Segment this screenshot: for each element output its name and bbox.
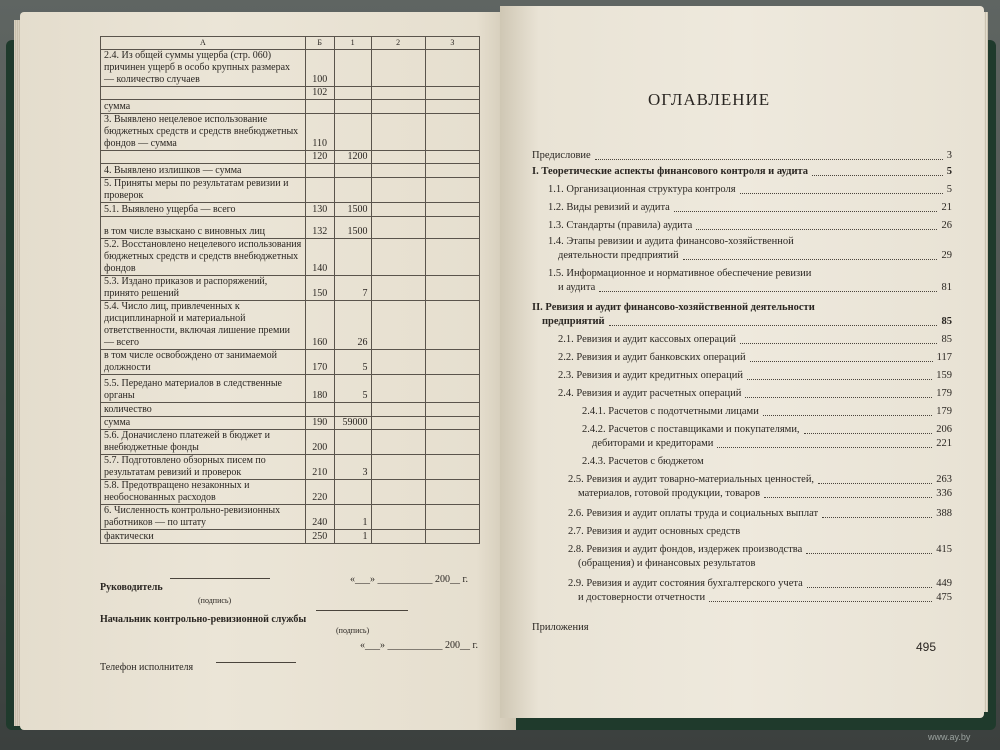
toc-dot-leader bbox=[763, 415, 932, 416]
phone-label: Телефон исполнителя bbox=[100, 662, 194, 673]
table-row bbox=[101, 239, 480, 276]
toc-entry-label: 2.4.1. Расчетов с подотчетными лицами bbox=[582, 406, 759, 417]
toc-entry-label: 2.4.3. Расчетов с бюджетом bbox=[582, 456, 704, 467]
col-header-b: Б bbox=[305, 37, 334, 50]
row-value-col3 bbox=[425, 480, 479, 505]
watermark: www.ay.by bbox=[928, 732, 971, 742]
toc-dot-leader bbox=[750, 361, 933, 362]
toc-dot-leader bbox=[807, 587, 932, 588]
row-value-col2 bbox=[371, 530, 425, 544]
toc-entry-label: и достоверности отчетности bbox=[578, 592, 706, 603]
toc-entry bbox=[532, 544, 952, 558]
row-value-col3 bbox=[425, 203, 479, 217]
table-row bbox=[101, 430, 480, 455]
row-code-cell: 110 bbox=[305, 114, 334, 151]
toc-entry bbox=[532, 150, 952, 164]
row-value-col1: 1 bbox=[334, 505, 371, 530]
toc-entry-label: 2.7. Ревизия и аудит основных средств bbox=[568, 526, 741, 537]
toc-entry-page: 5 bbox=[946, 166, 952, 177]
row-value-col1: 1500 bbox=[334, 217, 371, 239]
toc-entry bbox=[532, 166, 952, 180]
kru-head-label: Начальник контрольно-ревизионной службы bbox=[100, 614, 307, 625]
toc-entry bbox=[532, 202, 952, 216]
toc-dot-leader bbox=[747, 379, 932, 380]
row-value-col3 bbox=[425, 417, 479, 430]
toc-entry-label: 1.4. Этапы ревизии и аудита финансово-хозяйственной bbox=[548, 236, 794, 247]
row-value-col1 bbox=[334, 114, 371, 151]
row-code-cell: 210 bbox=[305, 455, 334, 480]
table-row bbox=[101, 375, 480, 403]
row-code-cell: 200 bbox=[305, 430, 334, 455]
row-code-cell: 132 bbox=[305, 217, 334, 239]
toc-dot-leader bbox=[683, 259, 937, 260]
toc-entry bbox=[532, 352, 952, 366]
page-number: 495 bbox=[916, 640, 937, 654]
toc-entry-page: 85 bbox=[941, 334, 952, 345]
row-label-cell: 5.5. Передано материалов в следственные органы bbox=[101, 375, 306, 403]
table-row bbox=[101, 100, 480, 114]
row-value-col2 bbox=[371, 276, 425, 301]
row-value-col2 bbox=[371, 50, 425, 87]
table-row bbox=[101, 301, 480, 350]
col-header-1: 1 bbox=[334, 37, 371, 50]
toc-dot-leader bbox=[709, 601, 932, 602]
toc-entry-page: 3 bbox=[946, 150, 952, 161]
toc-entry bbox=[532, 316, 952, 330]
toc-entry-page: 221 bbox=[936, 438, 952, 449]
toc-dot-leader bbox=[696, 229, 937, 230]
toc-entry-label: предприятий bbox=[542, 316, 605, 327]
toc-dot-leader bbox=[599, 291, 937, 292]
toc-dot-leader bbox=[745, 397, 932, 398]
row-value-col2 bbox=[371, 301, 425, 350]
head-signature-caption: (подпись) bbox=[198, 596, 232, 605]
toc-entry-page: 26 bbox=[941, 220, 952, 231]
row-label-cell: 5. Приняты меры по результатам ревизии и проверок bbox=[101, 178, 306, 203]
row-value-col1: 26 bbox=[334, 301, 371, 350]
toc-entry bbox=[532, 526, 952, 540]
row-code-cell bbox=[305, 164, 334, 178]
row-label-cell: фактически bbox=[101, 530, 306, 544]
toc-dot-leader bbox=[812, 175, 943, 176]
table-row bbox=[101, 276, 480, 301]
row-value-col2 bbox=[371, 480, 425, 505]
head-label: Руководитель bbox=[100, 582, 163, 593]
row-value-col2 bbox=[371, 151, 425, 164]
row-code-cell: 170 bbox=[305, 350, 334, 375]
row-value-col1 bbox=[334, 87, 371, 100]
table-header-row bbox=[101, 37, 480, 50]
toc-entry-page: 388 bbox=[936, 508, 952, 519]
toc-entry bbox=[532, 334, 952, 348]
row-label-cell: 5.8. Предотвращено незаконных и необоснованных расходов bbox=[101, 480, 306, 505]
row-value-col3 bbox=[425, 239, 479, 276]
row-value-col3 bbox=[425, 217, 479, 239]
toc-entry-label: 1.1. Организационная структура контроля bbox=[548, 184, 736, 195]
toc-entry bbox=[532, 578, 952, 592]
row-value-col2 bbox=[371, 350, 425, 375]
toc-dot-leader bbox=[822, 517, 932, 518]
table-row bbox=[101, 203, 480, 217]
table-row bbox=[101, 50, 480, 87]
row-value-col3 bbox=[425, 455, 479, 480]
col-header-a: А bbox=[101, 37, 306, 50]
row-label-cell: в том числе освобождено от занимаемой должности bbox=[101, 350, 306, 375]
row-value-col3 bbox=[425, 375, 479, 403]
toc-entry-label: 1.2. Виды ревизий и аудита bbox=[548, 202, 670, 213]
row-value-col3 bbox=[425, 430, 479, 455]
row-value-col2 bbox=[371, 403, 425, 417]
row-code-cell: 102 bbox=[305, 87, 334, 100]
toc-entry-page: 206 bbox=[936, 424, 952, 435]
toc-entry-page: 117 bbox=[936, 352, 952, 363]
toc-entry bbox=[532, 370, 952, 384]
toc-dot-leader bbox=[595, 159, 943, 160]
toc-entry bbox=[532, 282, 952, 296]
toc-entry-label: 2.2. Ревизия и аудит банковских операций bbox=[558, 352, 746, 363]
toc-entry bbox=[532, 592, 952, 606]
toc-entry bbox=[532, 220, 952, 234]
row-code-cell: 120 bbox=[305, 151, 334, 164]
row-value-col1: 1500 bbox=[334, 203, 371, 217]
toc-entry-label: 2.6. Ревизия и аудит оплаты труда и социальных выплат bbox=[568, 508, 819, 519]
toc-dot-leader bbox=[609, 325, 937, 326]
toc-entry bbox=[532, 236, 952, 250]
toc-entry-label: Предисловие bbox=[532, 150, 591, 161]
row-value-col2 bbox=[371, 239, 425, 276]
toc-dot-leader bbox=[764, 497, 932, 498]
row-label-cell: 5.4. Число лиц, привлеченных к дисциплинарной и материальной ответственности, включая лишение премии — всего bbox=[101, 301, 306, 350]
row-value-col2 bbox=[371, 455, 425, 480]
toc-entry-page: 449 bbox=[936, 578, 952, 589]
row-code-cell: 100 bbox=[305, 50, 334, 87]
toc-entry-label: дебиторами и кредиторами bbox=[592, 438, 714, 449]
table-row bbox=[101, 455, 480, 480]
kru-date: «___» ___________ 200__ г. bbox=[360, 640, 478, 651]
toc-entry bbox=[532, 406, 952, 420]
row-code-cell: 140 bbox=[305, 239, 334, 276]
row-code-cell: 160 bbox=[305, 301, 334, 350]
row-label-cell: 5.3. Издано приказов и распоряжений, принято решений bbox=[101, 276, 306, 301]
toc-entry-page: 85 bbox=[941, 316, 952, 327]
toc-entry bbox=[532, 424, 952, 438]
row-code-cell: 220 bbox=[305, 480, 334, 505]
toc-entry-page: 263 bbox=[936, 474, 952, 485]
toc-entry-label: 2.1. Ревизия и аудит кассовых операций bbox=[558, 334, 737, 345]
toc-entry-label: 1.3. Стандарты (правила) аудита bbox=[548, 220, 693, 231]
toc-entry bbox=[532, 488, 952, 502]
col-header-3: 3 bbox=[425, 37, 479, 50]
toc-entry-label: 2.8. Ревизия и аудит фондов, издержек производства bbox=[568, 544, 803, 555]
toc-entry bbox=[532, 456, 952, 470]
toc-entry-label: 2.3. Ревизия и аудит кредитных операций bbox=[558, 370, 743, 381]
row-value-col3 bbox=[425, 151, 479, 164]
toc-entry bbox=[532, 438, 952, 452]
table-row bbox=[101, 530, 480, 544]
row-label-cell: 6. Численность контрольно-ревизионных работников — по штату bbox=[101, 505, 306, 530]
table-row bbox=[101, 178, 480, 203]
toc-entry-page: 179 bbox=[936, 406, 952, 417]
toc-entry-page: 21 bbox=[941, 202, 952, 213]
row-label-cell: 5.1. Выявлено ущерба — всего bbox=[101, 203, 306, 217]
row-code-cell: 180 bbox=[305, 375, 334, 403]
toc-entry bbox=[532, 388, 952, 402]
toc-dot-leader bbox=[818, 483, 932, 484]
row-label-cell: 5.6. Доначислено платежей в бюджет и внебюджетные фонды bbox=[101, 430, 306, 455]
row-code-cell bbox=[305, 403, 334, 417]
table-row bbox=[101, 417, 480, 430]
row-code-cell: 150 bbox=[305, 276, 334, 301]
toc-entry-page: 29 bbox=[941, 250, 952, 261]
row-value-col2 bbox=[371, 164, 425, 178]
row-value-col2 bbox=[371, 505, 425, 530]
toc-entry-label: 1.5. Информационное и нормативное обеспечение ревизии bbox=[548, 268, 812, 279]
row-value-col2 bbox=[371, 375, 425, 403]
row-value-col1 bbox=[334, 178, 371, 203]
row-value-col1 bbox=[334, 164, 371, 178]
row-value-col3 bbox=[425, 403, 479, 417]
row-value-col3 bbox=[425, 505, 479, 530]
toc-entry-page: 415 bbox=[936, 544, 952, 555]
table-row bbox=[101, 87, 480, 100]
row-value-col1 bbox=[334, 403, 371, 417]
kru-signature-line bbox=[316, 610, 408, 611]
toc-entry-page: 336 bbox=[936, 488, 952, 499]
toc-entry-page: 81 bbox=[941, 282, 952, 293]
row-code-cell: 240 bbox=[305, 505, 334, 530]
table-row bbox=[101, 480, 480, 505]
toc-entry bbox=[532, 622, 952, 636]
row-value-col3 bbox=[425, 164, 479, 178]
toc-entry bbox=[532, 558, 952, 572]
toc-entry bbox=[532, 302, 952, 316]
toc-entry-page: 5 bbox=[946, 184, 952, 195]
row-label-cell: 5.7. Подготовлено обзорных писем по результатам ревизий и проверок bbox=[101, 455, 306, 480]
table-row bbox=[101, 151, 480, 164]
row-value-col2 bbox=[371, 178, 425, 203]
row-value-col1: 3 bbox=[334, 455, 371, 480]
toc-entry bbox=[532, 250, 952, 264]
phone-line bbox=[216, 662, 296, 663]
row-value-col2 bbox=[371, 100, 425, 114]
toc-entry-label: материалов, готовой продукции, товаров bbox=[578, 488, 761, 499]
row-value-col3 bbox=[425, 301, 479, 350]
report-form-table bbox=[100, 36, 480, 544]
row-label-cell: 5.2. Восстановлено нецелевого использования бюджетных средств и средств внебюджетных фондов bbox=[101, 239, 306, 276]
row-value-col1 bbox=[334, 100, 371, 114]
row-label-cell: 2.4. Из общей суммы ущерба (стр. 060) причинен ущерб в особо крупных размерах — количество случаев bbox=[101, 50, 306, 87]
toc-entry-page: 179 bbox=[936, 388, 952, 399]
row-label-cell: 3. Выявлено нецелевое использование бюджетных средств и средств внебюджетных фондов — сумма bbox=[101, 114, 306, 151]
row-label-cell: количество bbox=[101, 403, 306, 417]
row-value-col1 bbox=[334, 50, 371, 87]
row-value-col2 bbox=[371, 417, 425, 430]
toc-dot-leader bbox=[740, 193, 943, 194]
row-value-col3 bbox=[425, 350, 479, 375]
toc-dot-leader bbox=[740, 343, 937, 344]
row-value-col3 bbox=[425, 114, 479, 151]
kru-signature-caption: (подпись) bbox=[336, 626, 370, 635]
row-value-col1 bbox=[334, 430, 371, 455]
row-value-col1: 1200 bbox=[334, 151, 371, 164]
row-value-col3 bbox=[425, 276, 479, 301]
row-value-col2 bbox=[371, 430, 425, 455]
row-label-cell: сумма bbox=[101, 417, 306, 430]
row-value-col1 bbox=[334, 239, 371, 276]
toc-dot-leader bbox=[717, 447, 932, 448]
row-value-col3 bbox=[425, 87, 479, 100]
row-value-col3 bbox=[425, 50, 479, 87]
row-label-cell: сумма bbox=[101, 100, 306, 114]
row-value-col3 bbox=[425, 178, 479, 203]
row-value-col1: 5 bbox=[334, 375, 371, 403]
right-page bbox=[500, 6, 984, 718]
row-label-cell: 4. Выявлено излишков — сумма bbox=[101, 164, 306, 178]
table-row bbox=[101, 403, 480, 417]
toc-entry-label: II. Ревизия и аудит финансово-хозяйственной деятельности bbox=[532, 302, 815, 313]
table-body bbox=[101, 50, 480, 544]
toc-entry-label: 2.9. Ревизия и аудит состояния бухгалтерского учета bbox=[568, 578, 803, 589]
toc-dot-leader bbox=[674, 211, 937, 212]
head-signature-line bbox=[170, 578, 270, 579]
row-value-col1: 59000 bbox=[334, 417, 371, 430]
row-value-col2 bbox=[371, 87, 425, 100]
left-page bbox=[20, 12, 516, 730]
row-label-cell bbox=[101, 87, 306, 100]
row-value-col2 bbox=[371, 114, 425, 151]
toc-entry-label: и аудита bbox=[558, 282, 596, 293]
toc-entry bbox=[532, 184, 952, 198]
table-row bbox=[101, 164, 480, 178]
toc-dot-leader bbox=[806, 553, 932, 554]
toc-entry-label: 2.4. Ревизия и аудит расчетных операций bbox=[558, 388, 742, 399]
row-code-cell: 190 bbox=[305, 417, 334, 430]
head-date: «___» ___________ 200__ г. bbox=[350, 574, 468, 585]
toc-dot-leader bbox=[804, 433, 932, 434]
row-value-col1: 1 bbox=[334, 530, 371, 544]
toc-entry bbox=[532, 474, 952, 488]
toc-entry bbox=[532, 508, 952, 522]
row-value-col1: 7 bbox=[334, 276, 371, 301]
col-header-2: 2 bbox=[371, 37, 425, 50]
toc-entry-label: 2.4.2. Расчетов с поставщиками и покупателями, bbox=[582, 424, 800, 435]
row-value-col3 bbox=[425, 100, 479, 114]
row-label-cell bbox=[101, 151, 306, 164]
row-value-col1: 5 bbox=[334, 350, 371, 375]
row-value-col2 bbox=[371, 203, 425, 217]
row-code-cell: 130 bbox=[305, 203, 334, 217]
row-value-col2 bbox=[371, 217, 425, 239]
toc-entry-label: деятельности предприятий bbox=[558, 250, 679, 261]
table-row bbox=[101, 217, 480, 239]
row-value-col3 bbox=[425, 530, 479, 544]
row-value-col1 bbox=[334, 480, 371, 505]
table-row bbox=[101, 505, 480, 530]
toc-entry-label: 2.5. Ревизия и аудит товарно-материальных ценностей, bbox=[568, 474, 815, 485]
toc-entry-label: Приложения bbox=[532, 622, 589, 633]
toc-entry-label: (обращения) и финансовых результатов bbox=[578, 558, 756, 569]
table-row bbox=[101, 350, 480, 375]
toc-entry-page: 475 bbox=[936, 592, 952, 603]
toc-entry-page: 159 bbox=[936, 370, 952, 381]
row-code-cell bbox=[305, 178, 334, 203]
row-code-cell bbox=[305, 100, 334, 114]
row-label-cell: в том числе взыскано с виновных лиц bbox=[101, 217, 306, 239]
toc-title: ОГЛАВЛЕНИЕ bbox=[648, 90, 771, 109]
toc-entry-label: I. Теоретические аспекты финансового контроля и аудита bbox=[532, 166, 809, 177]
table-row bbox=[101, 114, 480, 151]
row-code-cell: 250 bbox=[305, 530, 334, 544]
toc-entry bbox=[532, 268, 952, 282]
